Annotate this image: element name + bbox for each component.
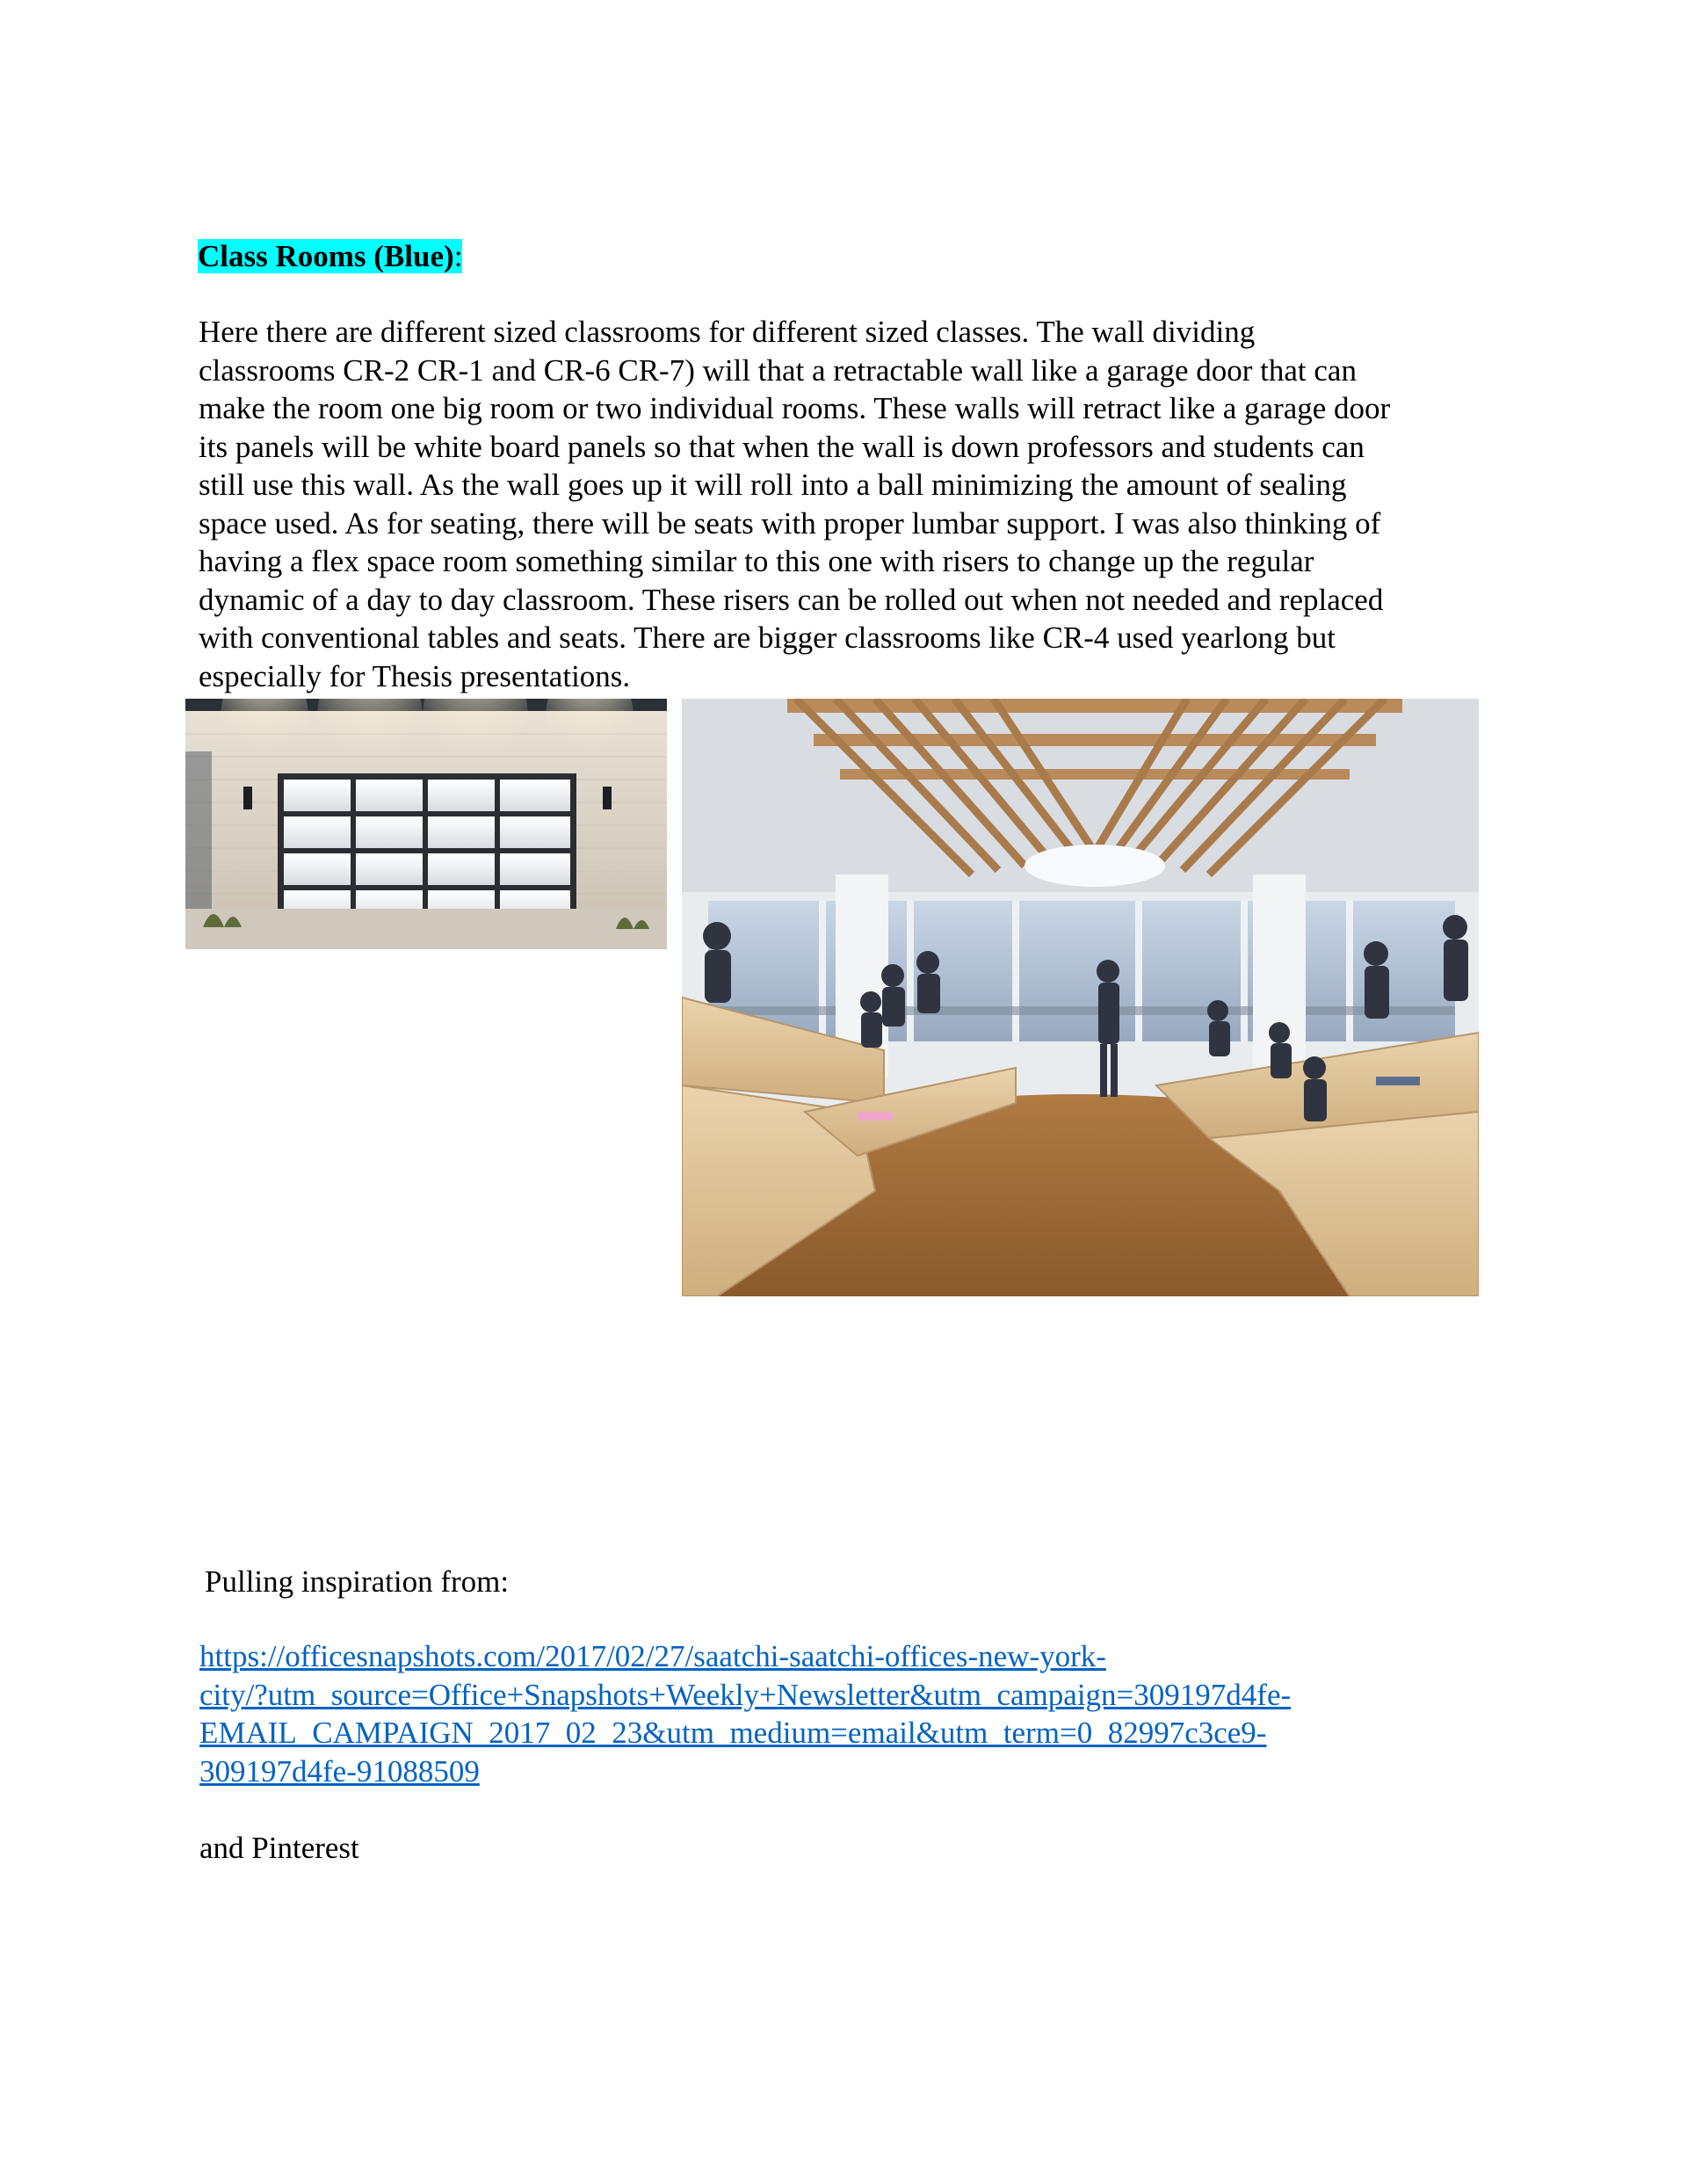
link-line[interactable]: city/?utm_source=Office+Snapshots+Weekly+Newsletter&utm_campaign=309197d4fe- (199, 1677, 1292, 1712)
paragraph-line: with conventional tables and seats. There are bigger classrooms like CR-4 used yearlong but (199, 620, 1336, 655)
paragraph-line: space used. As for seating, there will be seats with proper lumbar support. I was also thinking of (199, 505, 1381, 541)
paragraph-line: Here there are different sized classrooms for different sized classes. The wall dividing (199, 315, 1256, 349)
paragraph-line: especially for Thesis presentations. (199, 658, 631, 693)
section-title-colon: : (453, 239, 463, 273)
paragraph-line: still use this wall. As the wall goes up it will roll into a ball minimizing the amount of sealing (199, 468, 1347, 502)
inspiration-label: Pulling inspiration from: (205, 1564, 510, 1599)
link-line[interactable]: https://officesnapshots.com/2017/02/27/saatchi-saatchi-offices-new-york- (199, 1639, 1106, 1673)
paragraph-line: dynamic of a day to day classroom. These risers can be rolled out when not needed and replaced (199, 582, 1384, 617)
paragraph-line: classrooms CR-2 CR-1 and CR-6 CR-7) will that a retractable wall like a garage door that can (199, 352, 1357, 388)
section-heading (198, 237, 462, 276)
closing-text: and Pinterest (199, 1831, 359, 1865)
paragraph-line: its panels will be white board panels so that when the wall is down professors and students can (199, 429, 1365, 464)
body-paragraph (199, 313, 1517, 695)
link-line[interactable]: EMAIL_CAMPAIGN_2017_02_23&utm_medium=email&utm_term=0_82997c3ce9- (199, 1716, 1267, 1750)
paragraph-line: having a flex space room something similar to this one with risers to change up the regular (199, 544, 1314, 578)
classroom-risers-photo (682, 699, 1479, 1296)
section-title: Class Rooms (Blue) (198, 239, 454, 273)
paragraph-line: make the room one big room or two individual rooms. These walls will retract like a garage door (199, 391, 1391, 425)
inspiration-link[interactable] (199, 1637, 1291, 1790)
garage-door-photo (185, 699, 667, 949)
link-line[interactable]: 309197d4fe-91088509 (199, 1753, 480, 1789)
